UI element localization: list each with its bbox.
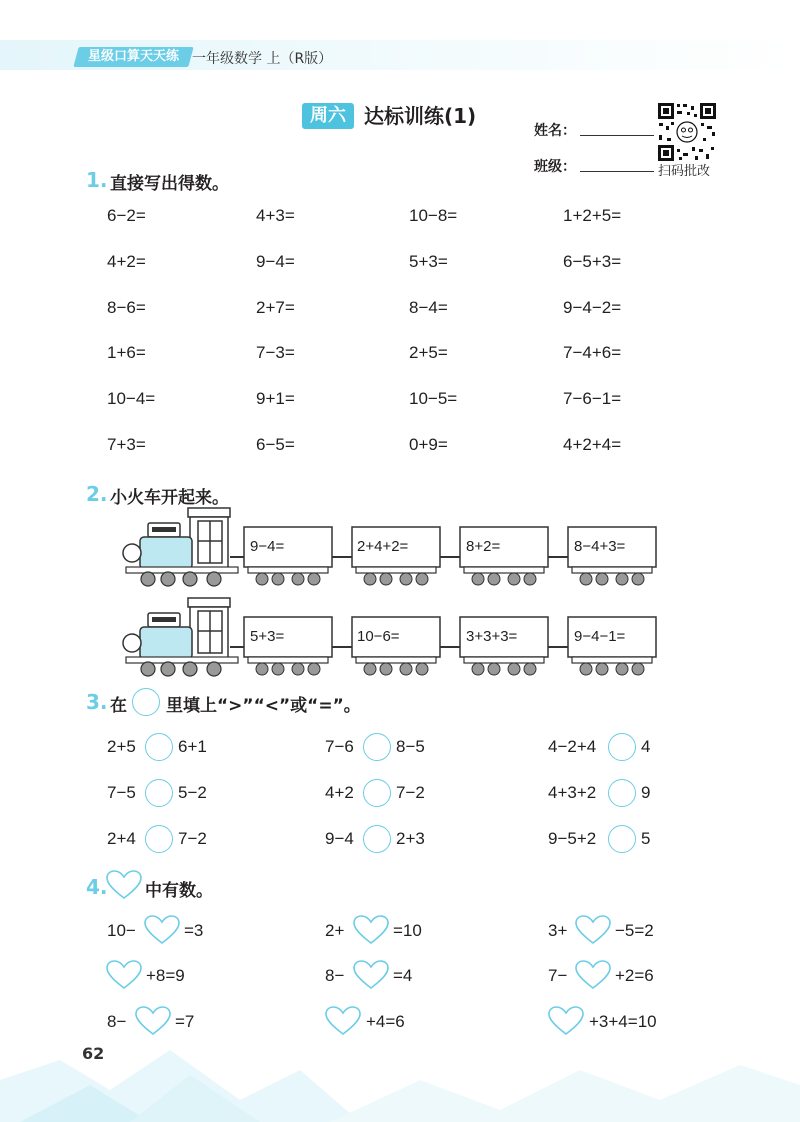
locomotive (123, 508, 238, 586)
name-field[interactable] (580, 135, 654, 136)
section-4-title: 中有数。 (145, 881, 213, 901)
heart-suffix: −5=2 (615, 921, 654, 940)
footer-decoration (0, 1040, 800, 1122)
compare-right: 5−2 (178, 783, 207, 802)
train-car (352, 617, 440, 675)
arith-problem: 6−5+3= (563, 252, 622, 271)
train-car (568, 617, 656, 675)
heart-suffix: +4=6 (366, 1012, 405, 1031)
page-title: 达标训练(1) (364, 104, 477, 128)
arith-problem: 9−4−2= (563, 298, 622, 317)
arith-problem: 4+3= (256, 206, 295, 225)
heart-answer-icon[interactable] (325, 1006, 361, 1036)
compare-answer-circle[interactable] (145, 779, 173, 807)
section-1-number: 1. (86, 168, 108, 192)
arith-problem: 2+7= (256, 298, 295, 317)
arith-problem: 1+2+5= (563, 206, 622, 225)
compare-circle-icon (132, 688, 160, 716)
heart-prefix: 3+ (548, 921, 568, 940)
arith-problem: 8−4= (409, 298, 448, 317)
compare-right: 4 (641, 737, 651, 756)
heart-suffix: +2=6 (615, 966, 654, 985)
section-3-title-post: 里填上“>”“<”或“=”。 (166, 696, 361, 716)
train-car-problem: 8−4+3= (574, 538, 626, 555)
scan-label: 扫码批改 (658, 164, 711, 179)
heart-suffix: +3+4=10 (589, 1012, 657, 1031)
train-car (352, 527, 440, 585)
arith-problem: 6−2= (107, 206, 146, 225)
compare-left: 7−6 (325, 737, 354, 756)
arith-problem: 9−4= (256, 252, 295, 271)
compare-right: 7−2 (178, 829, 207, 848)
heart-answer-icon[interactable] (548, 1006, 584, 1036)
arith-problem: 10−5= (409, 389, 458, 408)
arith-problem: 7−3= (256, 343, 295, 362)
train-car (568, 527, 656, 585)
page-number: 62 (82, 1044, 105, 1063)
compare-left: 9−4 (325, 829, 354, 848)
compare-answer-circle[interactable] (145, 825, 173, 853)
heart-answer-icon[interactable] (575, 960, 611, 990)
train-car (244, 617, 332, 675)
day-label: 周六 (302, 103, 354, 129)
compare-answer-circle[interactable] (363, 825, 391, 853)
compare-left: 2+5 (107, 737, 136, 756)
book-title: 一年级数学 上（R版） (192, 51, 333, 67)
compare-right: 6+1 (178, 737, 207, 756)
class-label: 班级： (534, 159, 576, 175)
arith-problem: 9+1= (256, 389, 295, 408)
arith-problem: 2+5= (409, 343, 448, 362)
arith-problem: 0+9= (409, 435, 448, 454)
compare-left: 4−2+4 (548, 737, 597, 756)
train-car-problem: 8+2= (466, 538, 501, 555)
compare-right: 7−2 (396, 783, 425, 802)
section-4-number: 4. (86, 875, 108, 899)
section-2-title: 小火车开起来。 (110, 488, 229, 508)
train-car-problem: 9−4= (250, 538, 285, 555)
compare-right: 9 (641, 783, 651, 802)
arith-problem: 8−6= (107, 298, 146, 317)
train-car-problem: 5+3= (250, 628, 285, 645)
arith-problem: 6−5= (256, 435, 295, 454)
section-3-title-pre: 在 (110, 696, 127, 716)
arith-problem: 7+3= (107, 435, 146, 454)
train-car (244, 527, 332, 585)
locomotive (123, 598, 238, 676)
train-car-problem: 2+4+2= (357, 538, 409, 555)
heart-prefix: 7− (548, 966, 568, 985)
compare-answer-circle[interactable] (363, 779, 391, 807)
heart-suffix: =4 (393, 966, 413, 985)
heart-answer-icon[interactable] (353, 960, 389, 990)
section-2-number: 2. (86, 482, 108, 506)
train-car (460, 617, 548, 675)
compare-answer-circle[interactable] (145, 733, 173, 761)
compare-answer-circle[interactable] (608, 733, 636, 761)
compare-left: 9−5+2 (548, 829, 597, 848)
arith-problem: 7−6−1= (563, 389, 622, 408)
heart-prefix: 10− (107, 921, 136, 940)
compare-left: 4+3+2 (548, 783, 597, 802)
heart-answer-icon[interactable] (106, 960, 142, 990)
arith-problem: 1+6= (107, 343, 146, 362)
series-tag: 星级口算天天练 (73, 47, 193, 67)
heart-icon (106, 870, 142, 900)
heart-answer-icon[interactable] (575, 915, 611, 945)
heart-suffix: =10 (393, 921, 422, 940)
compare-left: 7−5 (107, 783, 136, 802)
section-3-number: 3. (86, 690, 108, 714)
compare-answer-circle[interactable] (608, 779, 636, 807)
train-car-problem: 10−6= (357, 628, 400, 645)
arith-problem: 4+2+4= (563, 435, 622, 454)
arith-problem: 5+3= (409, 252, 448, 271)
compare-right: 2+3 (396, 829, 425, 848)
arith-problem: 7−4+6= (563, 343, 622, 362)
heart-suffix: +8=9 (146, 966, 185, 985)
compare-answer-circle[interactable] (363, 733, 391, 761)
heart-answer-icon[interactable] (144, 915, 180, 945)
arith-problem: 10−4= (107, 389, 156, 408)
qr-code-icon[interactable] (657, 102, 717, 162)
compare-answer-circle[interactable] (608, 825, 636, 853)
heart-prefix: 8− (107, 1012, 127, 1031)
train-car-problem: 3+3+3= (466, 628, 518, 645)
class-field[interactable] (580, 171, 654, 172)
heart-prefix: 2+ (325, 921, 345, 940)
heart-suffix: =3 (184, 921, 204, 940)
heart-prefix: 8− (325, 966, 345, 985)
arith-problem: 10−8= (409, 206, 458, 225)
name-label: 姓名： (534, 123, 576, 139)
compare-left: 4+2 (325, 783, 354, 802)
heart-answer-icon[interactable] (353, 915, 389, 945)
heart-suffix: =7 (175, 1012, 195, 1031)
arith-problem: 4+2= (107, 252, 146, 271)
train-car (460, 527, 548, 585)
heart-answer-icon[interactable] (135, 1006, 171, 1036)
train-car-problem: 9−4−1= (574, 628, 626, 645)
compare-right: 8−5 (396, 737, 425, 756)
compare-left: 2+4 (107, 829, 136, 848)
section-1-title: 直接写出得数。 (110, 174, 229, 194)
compare-right: 5 (641, 829, 651, 848)
